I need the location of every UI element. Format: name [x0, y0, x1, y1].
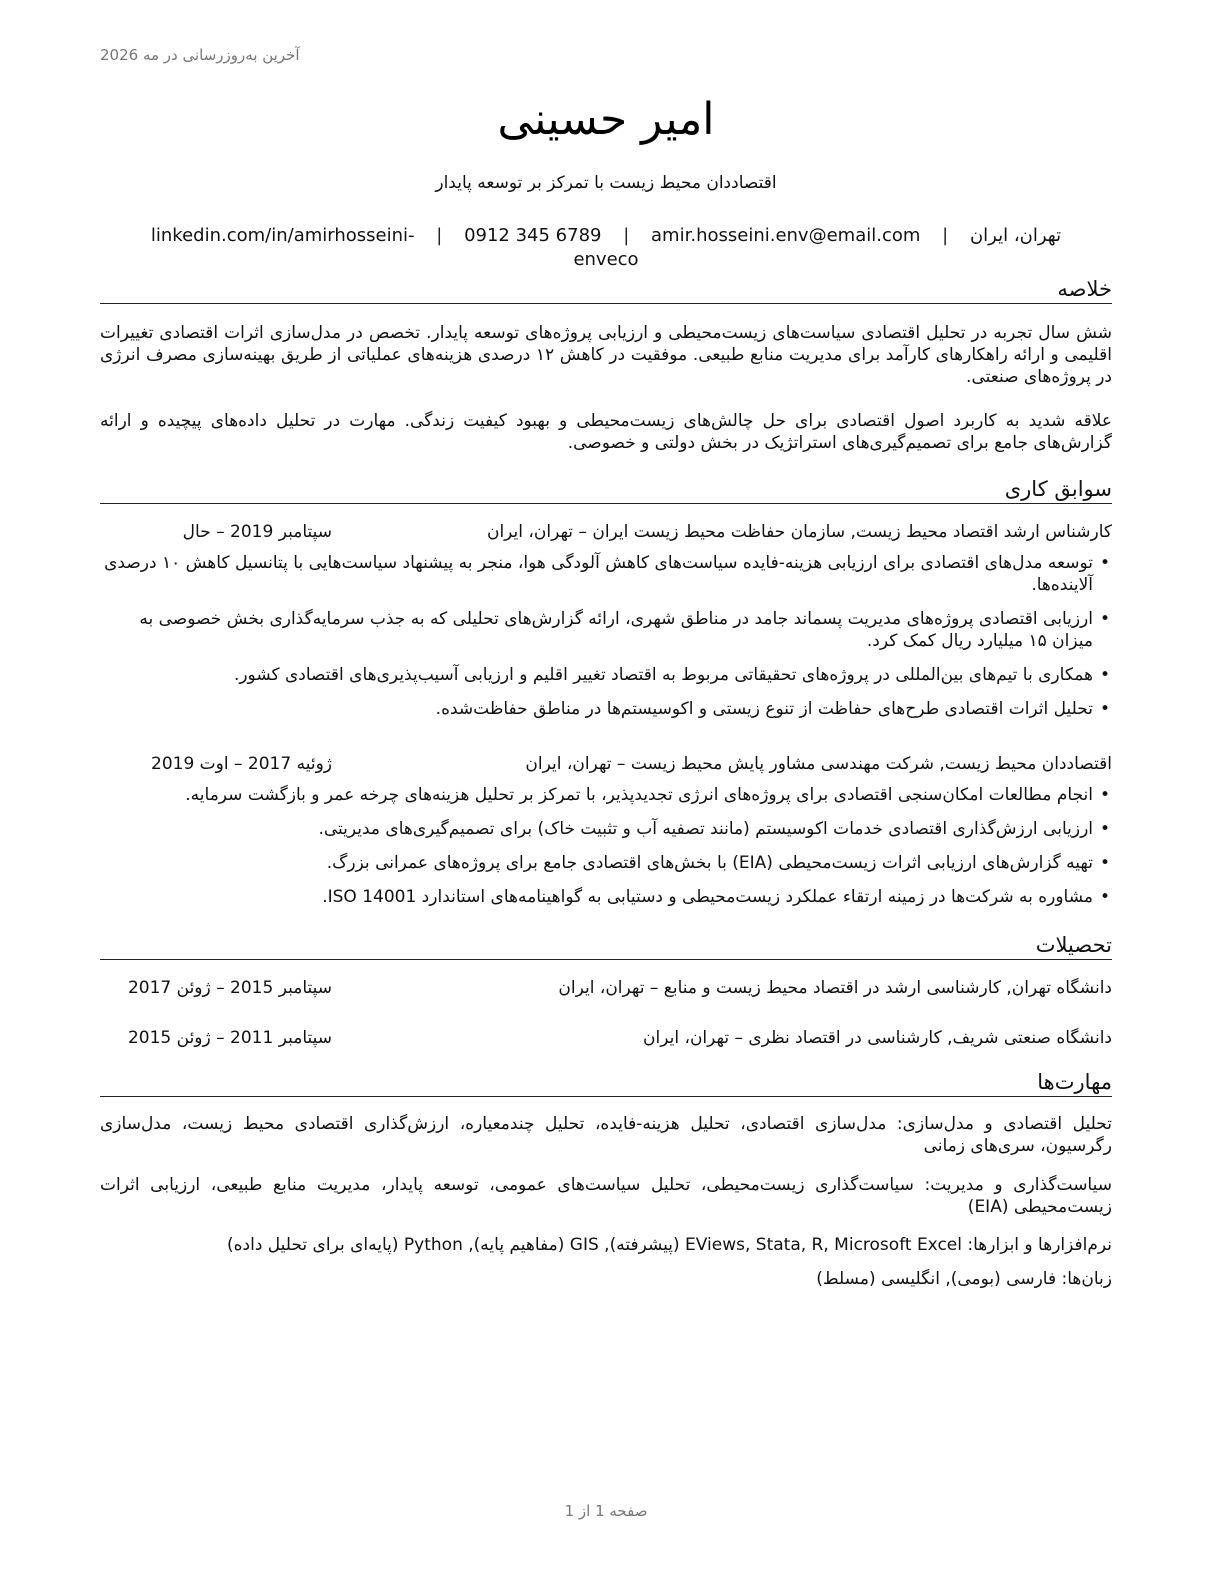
- candidate-tagline: اقتصاددان محیط زیست با تمرکز بر توسعه پایدار: [435, 173, 777, 193]
- job-title: اقتصاددان محیط زیست, شرکت مهندسی مشاور پایش محیط زیست – تهران، ایران: [525, 754, 1112, 774]
- bullet-text: تهیه گزارش‌های ارزیابی اثرات زیست‌محیطی (EIA) با بخش‌های اقتصادی جامع برای پروژه‌های عمرانی بزرگ.: [326, 853, 1093, 873]
- job-bullets: [100, 552, 1112, 732]
- education-dates: سپتامبر 2015 – ژوئن 2017: [127, 978, 332, 998]
- candidate-name: امیر حسینی: [497, 94, 715, 145]
- list-item: • تهیه گزارش‌های ارزیابی اثرات زیست‌محیطی (EIA) با بخش‌های اقتصادی جامع برای پروژه‌های عمرانی بزرگ.: [326, 853, 1110, 873]
- job-bullets: [100, 784, 1112, 920]
- list-item: • ارزیابی اقتصادی پروژه‌های مدیریت پسماند جامد در مناطق شهری، ارائه گزارش‌های تحلیلی که به جذب سرمایه‌گذاری بخش خصوصی به میزان ۱۵ میلیارد ریال کمک کرد.: [139, 609, 1110, 651]
- resume-page: [100, 0, 1112, 1584]
- job-title: کارشناس ارشد اقتصاد محیط زیست, سازمان حفاظت محیط زیست ایران – تهران، ایران: [486, 522, 1112, 542]
- section-title-skills: مهارت‌ها: [100, 1069, 1112, 1097]
- contact-linkedin[interactable]: linkedin.com/in/amirhosseini-enveco: [150, 225, 639, 270]
- contact-separator: |: [942, 225, 949, 246]
- section-title-summary: خلاصه: [100, 276, 1112, 304]
- job-heading: [100, 520, 1112, 544]
- list-item: • همکاری با تیم‌های بین‌المللی در پروژه‌های تحقیقاتی مربوط به اقتصاد تغییر اقلیم و ارزیابی آسیب‌پذیری‌های اقتصادی کشور.: [233, 665, 1110, 685]
- education-title: دانشگاه تهران, کارشناسی ارشد در اقتصاد محیط زیست و منابع – تهران، ایران: [558, 978, 1112, 998]
- contact-location: تهران، ایران: [969, 225, 1062, 246]
- page-number: صفحه 1 از 1: [564, 1502, 648, 1520]
- section-title-education: تحصیلات: [100, 932, 1112, 960]
- bullet-text: توسعه مدل‌های اقتصادی برای ارزیابی هزینه-فایده سیاست‌های کاهش آلودگی هوا، منجر به پیشنهاد سیاست‌هایی با پتانسیل کاهش ۱۰ درصدی آلاینده‌ها.: [104, 553, 1093, 595]
- job-dates: ژوئیه 2017 – اوت 2019: [151, 754, 332, 774]
- bullet-text: همکاری با تیم‌های بین‌المللی در پروژه‌های تحقیقاتی مربوط به اقتصاد تغییر اقلیم و ارزیابی آسیب‌پذیری‌های اقتصادی کشور.: [233, 665, 1093, 685]
- summary-paragraph: علاقه شدید به کاربرد اصول اقتصادی برای حل چالش‌های زیست‌محیطی و بهبود کیفیت زندگی. مهارت در تحلیل داده‌های پیچیده و ارائه گزارش‌های جامع برای تصمیم‌گیری‌های استراتژیک در بخش دولتی و خصوصی.: [100, 411, 1112, 453]
- list-item: • توسعه مدل‌های اقتصادی برای ارزیابی هزینه-فایده سیاست‌های کاهش آلودگی هوا، منجر به پیشنهاد سیاست‌هایی با پتانسیل کاهش ۱۰ درصدی آلاینده‌ها.: [104, 553, 1110, 595]
- bullet-text: انجام مطالعات امکان‌سنجی اقتصادی برای پروژه‌های انرژی تجدیدپذیر، با تمرکز بر تحلیل هزینه‌های چرخه عمر و بازگشت سرمایه.: [185, 785, 1093, 805]
- list-item: • ارزیابی ارزش‌گذاری اقتصادی خدمات اکوسیستم (مانند تصفیه آب و تثبیت خاک) برای تصمیم‌گیری‌های مدیریتی.: [318, 819, 1110, 839]
- last-updated-note: آخرین به‌روزرسانی در مه 2026: [100, 46, 300, 64]
- section-title-experience: سوابق کاری: [100, 476, 1112, 504]
- job-heading: [100, 752, 1112, 776]
- bullet-text: مشاوره به شرکت‌ها در زمینه ارتقاء عملکرد زیست‌محیطی و دستیابی به گواهینامه‌های استاندارد ISO 14001.: [322, 887, 1093, 907]
- skill-line: تحلیل اقتصادی و مدل‌سازی: مدل‌سازی اقتصادی، تحلیل هزینه-فایده، تحلیل چندمعیاره، ارزش‌گذاری اقتصادی محیط زیست، مدل‌سازی رگرسیون، سری‌های زمانی: [100, 1114, 1112, 1156]
- list-item: • مشاوره به شرکت‌ها در زمینه ارتقاء عملکرد زیست‌محیطی و دستیابی به گواهینامه‌های استاندارد ISO 14001.: [322, 887, 1110, 907]
- contact-separator: |: [623, 225, 630, 246]
- education-item: [100, 976, 1112, 1000]
- education-dates: سپتامبر 2011 – ژوئن 2015: [127, 1028, 332, 1048]
- contact-line: [120, 224, 1092, 272]
- summary-paragraph: شش سال تجربه در تحلیل اقتصادی سیاست‌های زیست‌محیطی و ارزیابی پروژه‌های توسعه پایدار. تخصص در مدل‌سازی اثرات اقتصادی تغییرات اقلیمی و ارائه راهکارهای کارآمد برای مدیریت منابع طبیعی. موفقیت در کاهش ۱۲ درصدی هزینه‌های عملیاتی از طریق بهینه‌سازی مصرف انرژی در پروژه‌های صنعتی.: [100, 323, 1112, 387]
- bullet-text: ارزیابی اقتصادی پروژه‌های مدیریت پسماند جامد در مناطق شهری، ارائه گزارش‌های تحلیلی که به جذب سرمایه‌گذاری بخش خصوصی به میزان ۱۵ میلیارد ریال کمک کرد.: [139, 609, 1093, 651]
- skill-line: زبان‌ها: فارسی (بومی), انگلیسی (مسلط): [816, 1269, 1112, 1289]
- education-item: [100, 1026, 1112, 1050]
- education-title: دانشگاه صنعتی شریف, کارشناسی در اقتصاد نظری – تهران، ایران: [643, 1028, 1112, 1048]
- contact-separator: |: [436, 225, 443, 246]
- contact-phone: 0912 345 6789: [464, 225, 602, 246]
- list-item: • انجام مطالعات امکان‌سنجی اقتصادی برای پروژه‌های انرژی تجدیدپذیر، با تمرکز بر تحلیل هزینه‌های چرخه عمر و بازگشت سرمایه.: [185, 785, 1110, 805]
- list-item: • تحلیل اثرات اقتصادی طرح‌های حفاظت از تنوع زیستی و اکوسیستم‌ها در مناطق حفاظت‌شده.: [435, 699, 1110, 719]
- bullet-text: تحلیل اثرات اقتصادی طرح‌های حفاظت از تنوع زیستی و اکوسیستم‌ها در مناطق حفاظت‌شده.: [435, 699, 1093, 719]
- bullet-text: ارزیابی ارزش‌گذاری اقتصادی خدمات اکوسیستم (مانند تصفیه آب و تثبیت خاک) برای تصمیم‌گیری‌های مدیریتی.: [318, 819, 1093, 839]
- job-dates: سپتامبر 2019 – حال: [182, 522, 332, 542]
- skill-line: سیاست‌گذاری و مدیریت: سیاست‌گذاری زیست‌محیطی، تحلیل سیاست‌های عمومی، توسعه پایدار، مدیریت منابع طبیعی، ارزیابی اثرات زیست‌محیطی (EIA): [100, 1175, 1112, 1217]
- contact-email[interactable]: amir.hosseini.env@email.com: [651, 225, 921, 246]
- skill-line: نرم‌افزارها و ابزارها: EViews, Stata, R, Microsoft Excel (پیشرفته), GIS (مفاهیم پایه), Python (پایه‌ای برای تحلیل داده): [227, 1235, 1112, 1255]
